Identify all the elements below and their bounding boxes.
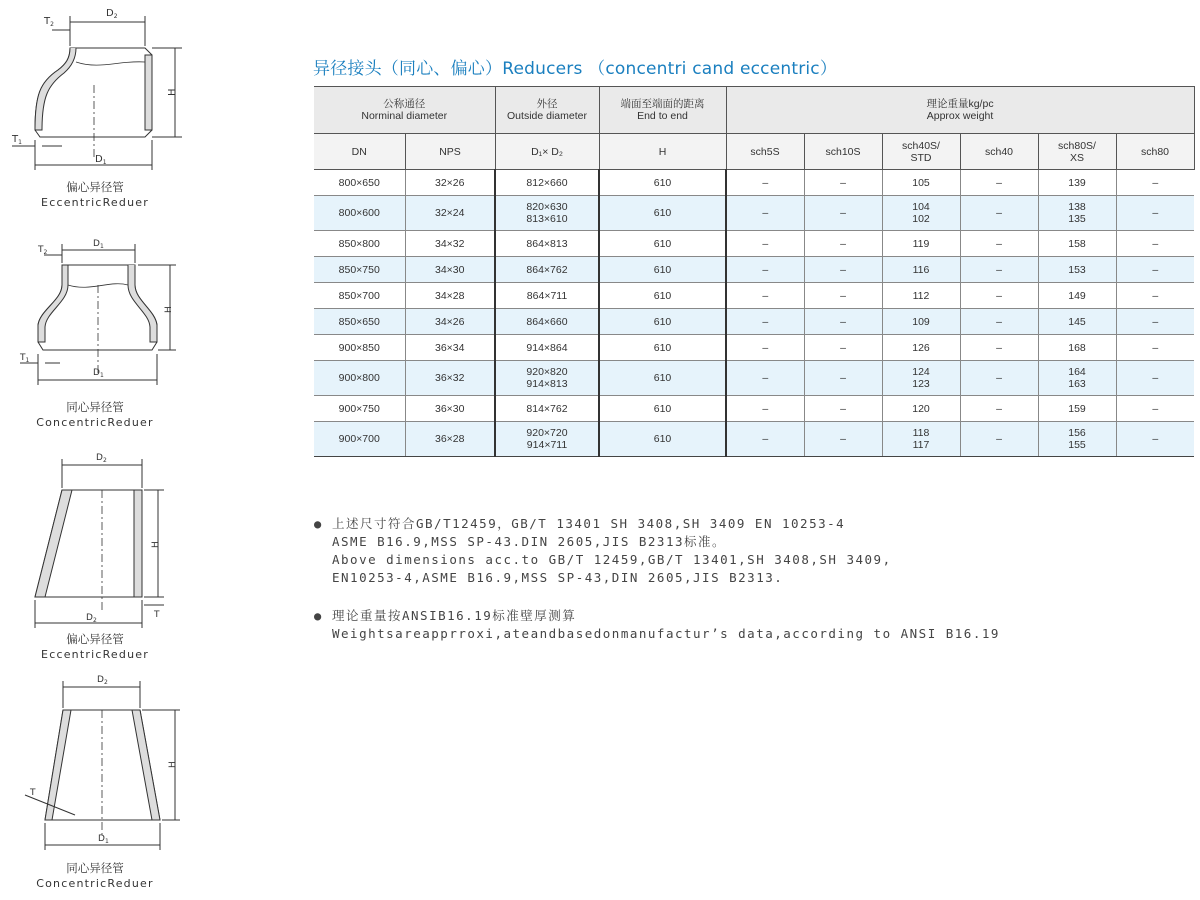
cell-sch5s: – — [726, 283, 804, 309]
note-line: 理论重量按ANSIB16.19标准壁厚测算 — [332, 608, 577, 623]
col-h: H — [599, 134, 726, 170]
cell-nps: 36×30 — [405, 396, 495, 422]
cell-dn: 900×700 — [314, 422, 405, 457]
note-line: EN10253-4,ASME B16.9,MSS SP-43,DIN 2605,JIS B2313. — [332, 570, 784, 585]
cell-sch40s: 120 — [882, 396, 960, 422]
outside-diameter-header: 外径 Outside diameter — [495, 87, 599, 134]
cell-dn: 850×650 — [314, 309, 405, 335]
cell-nps: 34×26 — [405, 309, 495, 335]
cell-sch80: – — [1116, 196, 1194, 231]
cell-sch5s: – — [726, 335, 804, 361]
figure-caption — [0, 861, 190, 891]
cell-dn: 900×800 — [314, 361, 405, 396]
cell-sch40: – — [960, 309, 1038, 335]
cell-sch5s: – — [726, 422, 804, 457]
cell-sch40: – — [960, 283, 1038, 309]
cell-sch80: – — [1116, 231, 1194, 257]
cell-sch5s: – — [726, 231, 804, 257]
cell-sch40: – — [960, 361, 1038, 396]
note-line: 上述尺寸符合GB/T12459，GB/T 13401 SH 3408,SH 3409 EN 10253-4 — [332, 516, 846, 531]
eccentric-reducer-figure-1 — [0, 0, 210, 215]
cell-sch5s: – — [726, 170, 804, 196]
col-sch40s: sch40S/ STD — [882, 134, 960, 170]
caption-cn: 同心异径管 — [66, 861, 124, 875]
cell-sch80s: 153 — [1038, 257, 1116, 283]
cell-sch40: – — [960, 231, 1038, 257]
cell-sch40: – — [960, 396, 1038, 422]
cell-h: 610 — [599, 231, 726, 257]
caption-en: EccentricReduer — [41, 196, 149, 209]
cell-sch40s: 118 117 — [882, 422, 960, 457]
cell-sch40s: 124 123 — [882, 361, 960, 396]
bullet-icon: ● — [314, 609, 322, 623]
h-label: H — [167, 88, 178, 96]
cell-od: 864×660 — [495, 309, 599, 335]
cell-sch40s: 104 102 — [882, 196, 960, 231]
svg-text:D1: $D_1$ — [93, 239, 104, 250]
svg-text:D2: $D_2$ — [96, 453, 107, 464]
eccentric-reducer-drawing-2 — [0, 445, 200, 630]
concentric-reducer-drawing-2 — [0, 665, 200, 855]
svg-text:D2: $D_2$ — [97, 675, 108, 686]
cell-sch80s: 156 155 — [1038, 422, 1116, 457]
svg-text:H: H — [151, 541, 161, 548]
cell-h: 610 — [599, 361, 726, 396]
page-title: 异径接头（同心、偏心）Reducers （concentri cand eccentric） — [313, 59, 838, 79]
table-row — [314, 170, 1194, 196]
cell-h: 610 — [599, 196, 726, 231]
concentric-reducer-drawing — [0, 230, 200, 400]
cell-sch40s: 119 — [882, 231, 960, 257]
cell-sch80: – — [1116, 170, 1194, 196]
cell-sch80: – — [1116, 335, 1194, 361]
cell-dn: 800×650 — [314, 170, 405, 196]
cell-dn: 850×700 — [314, 283, 405, 309]
svg-text:T: T — [154, 610, 160, 620]
figure-caption — [0, 632, 190, 662]
cell-sch10s: – — [804, 361, 882, 396]
cell-sch40: – — [960, 335, 1038, 361]
cell-sch80s: 145 — [1038, 309, 1116, 335]
svg-text:D2: $D_2$ — [86, 613, 97, 624]
cell-sch80s: 164 163 — [1038, 361, 1116, 396]
table-row — [314, 283, 1194, 309]
cell-sch10s: – — [804, 422, 882, 457]
cell-sch40s: 105 — [882, 170, 960, 196]
cell-h: 610 — [599, 257, 726, 283]
cell-sch80: – — [1116, 283, 1194, 309]
figure-caption — [0, 180, 190, 210]
t2-label: $T_2$ — [44, 16, 54, 28]
d2-label: $D_2$ — [106, 8, 118, 20]
cell-sch80s: 158 — [1038, 231, 1116, 257]
cell-sch80: – — [1116, 361, 1194, 396]
cell-sch5s: – — [726, 196, 804, 231]
cell-nps: 34×32 — [405, 231, 495, 257]
cell-sch40s: 116 — [882, 257, 960, 283]
cell-od: 920×720 914×711 — [495, 422, 599, 457]
col-sch10s: sch10S — [804, 134, 882, 170]
cell-sch40: – — [960, 170, 1038, 196]
col-sch5s: sch5S — [726, 134, 804, 170]
cell-od: 914×864 — [495, 335, 599, 361]
figure-caption — [0, 400, 190, 430]
cell-od: 864×711 — [495, 283, 599, 309]
cell-sch40: – — [960, 196, 1038, 231]
reducer-spec-table — [314, 86, 1195, 457]
col-sch80: sch80 — [1116, 134, 1194, 170]
cell-dn: 900×850 — [314, 335, 405, 361]
bullet-icon: ● — [314, 517, 322, 531]
cell-sch40s: 126 — [882, 335, 960, 361]
cell-h: 610 — [599, 422, 726, 457]
cell-nps: 36×32 — [405, 361, 495, 396]
cell-sch5s: – — [726, 257, 804, 283]
col-dn: DN — [314, 134, 405, 170]
cell-od: 814×762 — [495, 396, 599, 422]
caption-cn: 偏心异径管 — [66, 632, 124, 646]
cell-od: 820×630 813×610 — [495, 196, 599, 231]
cell-h: 610 — [599, 170, 726, 196]
cell-nps: 36×34 — [405, 335, 495, 361]
cell-sch40s: 112 — [882, 283, 960, 309]
svg-text:H: H — [164, 306, 174, 313]
eccentric-reducer-drawing — [0, 0, 200, 190]
cell-sch10s: – — [804, 283, 882, 309]
caption-en: EccentricReduer — [41, 648, 149, 661]
table-body — [314, 170, 1194, 457]
cell-h: 610 — [599, 283, 726, 309]
col-sch40: sch40 — [960, 134, 1038, 170]
cell-sch40: – — [960, 257, 1038, 283]
cell-sch10s: – — [804, 257, 882, 283]
cell-dn: 850×800 — [314, 231, 405, 257]
svg-text:T1: $T_1$ — [20, 353, 30, 364]
cell-sch5s: – — [726, 361, 804, 396]
svg-text:T2: $T_2$ — [38, 245, 48, 256]
cell-sch5s: – — [726, 309, 804, 335]
group-header-row — [314, 87, 1194, 134]
cell-nps: 36×28 — [405, 422, 495, 457]
table-row — [314, 335, 1194, 361]
cell-nps: 32×26 — [405, 170, 495, 196]
caption-en: ConcentricReduer — [36, 877, 154, 890]
nominal-diameter-header: 公称通径 Norminal diameter — [314, 87, 495, 134]
column-header-row — [314, 134, 1194, 170]
table-row — [314, 231, 1194, 257]
caption-en: ConcentricReduer — [36, 416, 154, 429]
cell-sch10s: – — [804, 309, 882, 335]
table-row — [314, 257, 1194, 283]
note-line: Above dimensions acc.to GB/T 12459,GB/T 13401,SH 3408,SH 3409, — [332, 552, 892, 567]
end-to-end-header: 端面至端面的距离 End to end — [599, 87, 726, 134]
note-standards — [314, 515, 1000, 587]
svg-text:T: T — [30, 788, 36, 798]
cell-sch10s: – — [804, 396, 882, 422]
cell-h: 610 — [599, 309, 726, 335]
svg-text:D1: $D_1$ — [93, 368, 104, 379]
cell-sch80: – — [1116, 309, 1194, 335]
cell-sch80s: 168 — [1038, 335, 1116, 361]
cell-sch80s: 149 — [1038, 283, 1116, 309]
concentric-reducer-figure-1 — [0, 230, 210, 440]
cell-sch80s: 138 135 — [1038, 196, 1116, 231]
cell-sch80s: 159 — [1038, 396, 1116, 422]
caption-cn: 同心异径管 — [66, 400, 124, 414]
cell-od: 812×660 — [495, 170, 599, 196]
cell-sch80: – — [1116, 422, 1194, 457]
note-weights — [314, 607, 1000, 643]
cell-sch10s: – — [804, 170, 882, 196]
cell-nps: 34×28 — [405, 283, 495, 309]
notes-section — [314, 515, 1000, 663]
cell-sch80s: 139 — [1038, 170, 1116, 196]
cell-sch10s: – — [804, 196, 882, 231]
cell-sch40s: 109 — [882, 309, 960, 335]
cell-od: 864×762 — [495, 257, 599, 283]
cell-od: 864×813 — [495, 231, 599, 257]
cell-sch40: – — [960, 422, 1038, 457]
d1-label: $D_1$ — [95, 154, 107, 166]
table-row — [314, 309, 1194, 335]
svg-text:D1: $D_1$ — [98, 834, 109, 845]
note-line: ASME B16.9,MSS SP-43.DIN 2605,JIS B2313标准。 — [332, 534, 726, 549]
cell-dn: 900×750 — [314, 396, 405, 422]
table-row — [314, 396, 1194, 422]
table-row — [314, 422, 1194, 457]
cell-dn: 850×750 — [314, 257, 405, 283]
cell-sch5s: – — [726, 396, 804, 422]
concentric-reducer-figure-2 — [0, 665, 210, 895]
cell-nps: 34×30 — [405, 257, 495, 283]
cell-sch80: – — [1116, 396, 1194, 422]
caption-cn: 偏心异径管 — [66, 180, 124, 194]
approx-weight-header: 理论重量kg/pc Approx weight — [726, 87, 1194, 134]
svg-text:H: H — [168, 761, 178, 768]
table-row — [314, 196, 1194, 231]
note-line: Weightsareapprroxi,ateandbasedonmanufactur’s data,according to ANSI B16.19 — [332, 626, 1000, 641]
cell-sch10s: – — [804, 231, 882, 257]
eccentric-reducer-figure-2 — [0, 445, 210, 665]
cell-nps: 32×24 — [405, 196, 495, 231]
cell-sch80: – — [1116, 257, 1194, 283]
col-nps: NPS — [405, 134, 495, 170]
cell-sch10s: – — [804, 335, 882, 361]
cell-od: 920×820 914×813 — [495, 361, 599, 396]
table-row — [314, 361, 1194, 396]
t1-label: $T_1$ — [12, 134, 22, 146]
cell-dn: 800×600 — [314, 196, 405, 231]
col-sch80s: sch80S/ XS — [1038, 134, 1116, 170]
cell-h: 610 — [599, 396, 726, 422]
cell-h: 610 — [599, 335, 726, 361]
col-d1d2: D₁× D₂ — [495, 134, 599, 170]
